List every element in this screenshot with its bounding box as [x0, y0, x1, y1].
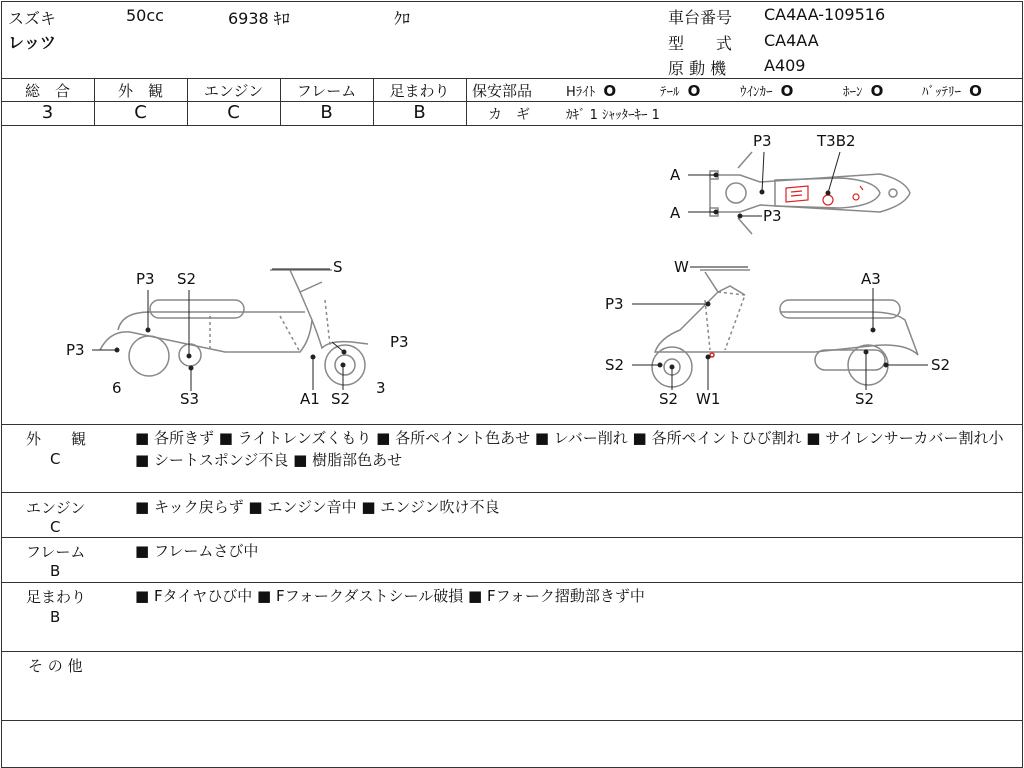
divider	[466, 78, 467, 125]
safety-item-label: ﾊﾞｯﾃﾘｰ	[922, 85, 961, 100]
grade-exterior: C	[134, 102, 147, 123]
damage-label: S2	[331, 390, 351, 408]
type-value: CA4AA	[764, 31, 819, 50]
damage-label: S3	[180, 390, 200, 408]
section-label-suspension: 足まわり	[26, 588, 87, 606]
section-grade-exterior: C	[50, 450, 61, 468]
grade-suspension: B	[413, 102, 426, 123]
grade-overall: 3	[41, 102, 54, 123]
safety-item-label: ｳｲﾝｶｰ	[740, 85, 773, 100]
divider	[1, 651, 1022, 652]
safety-item	[740, 81, 793, 100]
color: ｸﾛ	[394, 9, 411, 28]
safety-item-label: ﾃｰﾙ	[660, 85, 680, 100]
safety-item-label: Hﾗｲﾄ	[566, 85, 596, 100]
damage-label: W1	[696, 390, 721, 408]
damage-label: 6	[112, 379, 122, 397]
model-name: レッツ	[8, 33, 56, 52]
safety-item	[660, 81, 700, 100]
section-text-engine: ■ キック戻らず ■ エンジン音中 ■ エンジン吹け不良	[135, 498, 500, 516]
grade-header-frame: フレーム	[296, 82, 357, 100]
scooter-top-view	[710, 152, 910, 234]
section-grade-frame: B	[50, 562, 61, 580]
damage-label: S2	[659, 390, 679, 408]
section-text-exterior: ■ 各所きず ■ ライトレンズくもり ■ 各所ペイント色あせ ■ レバー削れ ■ 各所ペイントひび割れ ■ サイレンサーカバー割れ小 ■ シートスポンジ不良 ■ 樹脂部色あせ	[135, 429, 1004, 469]
section-label-other: そ の 他	[28, 657, 83, 675]
damage-label: P3	[66, 341, 85, 359]
damage-label: T3B2	[817, 132, 856, 150]
engine-value: A409	[764, 56, 806, 75]
damage-label: S2	[177, 270, 197, 288]
section-text-suspension: ■ Fタイヤひび中 ■ Fフォークダストシール破損 ■ Fフォーク摺動部きず中	[135, 587, 645, 605]
divider	[1, 537, 1022, 538]
grade-frame: B	[320, 102, 333, 123]
grade-engine: C	[227, 102, 240, 123]
safety-item-mark: O	[969, 82, 982, 100]
section-label-engine: エンジン	[26, 499, 86, 517]
mileage: 6938 ｷﾛ	[228, 9, 290, 28]
damage-label: A1	[300, 390, 320, 408]
damage-label: P3	[605, 295, 624, 313]
grade-header-engine: エンジン	[203, 82, 264, 100]
safety-item	[843, 81, 883, 100]
damage-label: P3	[390, 333, 409, 351]
safety-item	[566, 81, 616, 100]
safety-item-mark: O	[687, 82, 701, 100]
key-label: カ ギ	[488, 107, 530, 123]
safety-item	[922, 81, 982, 100]
divider	[1, 424, 1022, 425]
damage-label: P3	[763, 207, 782, 225]
type-label: 型 式	[668, 34, 733, 53]
grade-header-overall: 総 合	[24, 82, 70, 100]
damage-label: A3	[861, 270, 881, 288]
grade-header-exterior: 外 観	[117, 82, 163, 100]
damage-label: A	[670, 204, 681, 222]
damage-label: A	[670, 166, 681, 184]
maker: スズキ	[8, 9, 57, 28]
safety-title: 保安部品	[472, 82, 533, 100]
divider	[1, 78, 1022, 79]
safety-item-mark: O	[780, 82, 794, 100]
divider	[1, 492, 1022, 493]
section-grade-engine: C	[50, 518, 61, 536]
damage-label: S2	[605, 356, 625, 374]
divider	[1, 720, 1022, 721]
damage-label: P3	[136, 270, 155, 288]
section-label-frame: フレーム	[26, 543, 86, 561]
safety-item-label: ﾎｰﾝ	[843, 85, 863, 100]
section-text-frame: ■ フレームさび中	[135, 542, 259, 560]
damage-label: P3	[753, 132, 772, 150]
damage-label: 3	[376, 379, 386, 397]
safety-item-mark: O	[870, 82, 884, 100]
section-label-exterior: 外 観	[26, 430, 87, 448]
displacement: 50cc	[126, 6, 164, 25]
safety-item-mark: O	[603, 82, 617, 100]
section-grade-suspension: B	[50, 608, 61, 626]
frame-no-label: 車台番号	[668, 8, 733, 27]
grade-header-suspension: 足まわり	[389, 82, 450, 100]
engine-label: 原 動 機	[668, 59, 727, 78]
key-value: ｶｷﾞ 1 ｼｬｯﾀｰｷｰ 1	[566, 108, 660, 123]
damage-label: S2	[931, 356, 951, 374]
damage-label: W	[674, 258, 689, 276]
divider	[1, 582, 1022, 583]
damage-label: S2	[855, 390, 875, 408]
damage-label: S	[333, 258, 343, 276]
frame-no: CA4AA-109516	[764, 5, 886, 24]
